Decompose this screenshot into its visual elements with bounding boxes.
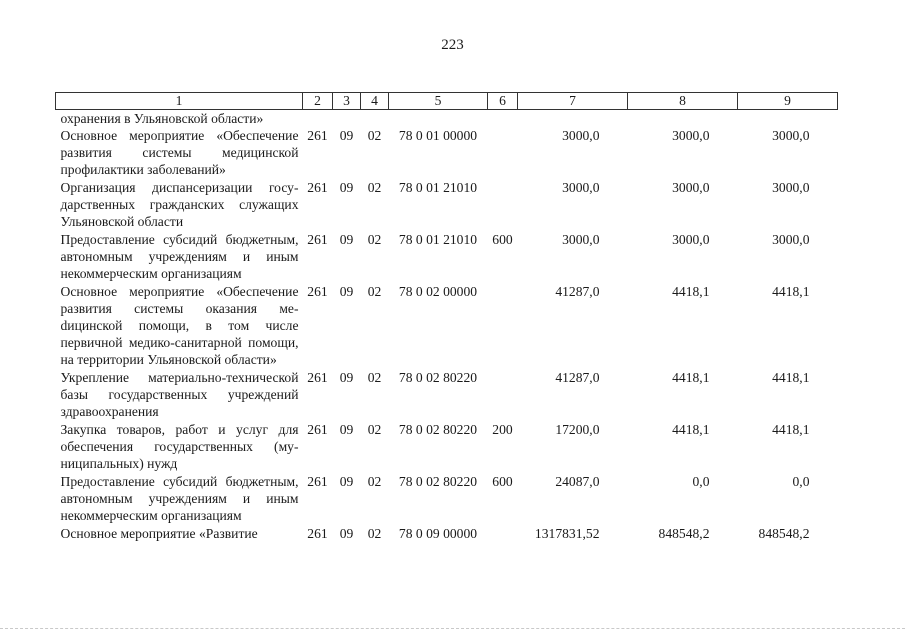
row-description: Закупка товаров, работ и услуг для обеспечения государственных (муниципальных) нужд: [60, 422, 299, 471]
header-row: [56, 93, 838, 110]
row-cell-c5: 78 0 02 80220: [398, 474, 478, 489]
header-col-1: 1: [56, 93, 303, 110]
row-cell-c5: 78 0 01 21010: [398, 232, 478, 247]
row-cell-c9: 848548,2: [758, 526, 810, 541]
row-cell-c8: 3000,0: [672, 128, 710, 143]
row-cell-c4: 02: [367, 180, 382, 195]
header-col-3: 3: [333, 93, 361, 110]
row-cell-c3: 09: [339, 284, 354, 299]
row-cell-c3: 09: [339, 128, 354, 143]
row-cell-c2: [303, 110, 333, 128]
row-cell-c3: 09: [339, 370, 354, 385]
row-cell-c7: 17200,0: [555, 422, 600, 437]
row-cell-c7: 3000,0: [562, 180, 600, 195]
row-description: Укрепление материально-технической базы государственных учреждений здравоохранения: [60, 370, 299, 419]
row-cell-c4: 02: [367, 474, 382, 489]
row-cell-c5: 78 0 02 80220: [398, 422, 478, 437]
row-cell-c6: [488, 525, 518, 543]
row-cell-c6: 600: [492, 232, 513, 247]
row-cell-c8: 3000,0: [672, 180, 710, 195]
row-cell-c6: [488, 110, 518, 128]
header-col-9: 9: [738, 93, 838, 110]
row-cell-c8: 3000,0: [672, 232, 710, 247]
row-cell-c4: 02: [367, 526, 382, 541]
row-cell-c2: 261: [307, 370, 328, 385]
row-cell-c2: 261: [307, 232, 328, 247]
row-cell-c8: 4418,1: [672, 284, 710, 299]
row-cell-c5: 78 0 02 00000: [398, 284, 478, 299]
row-cell-c7: 41287,0: [555, 284, 600, 299]
row-cell-c7: [518, 110, 628, 128]
table-row: [56, 127, 838, 179]
table-row: [56, 283, 838, 369]
row-cell-c5: 78 0 02 80220: [398, 370, 478, 385]
row-cell-c2: 261: [307, 284, 328, 299]
row-cell-c7: 3000,0: [562, 128, 600, 143]
row-description: Организация диспансеризации государственных гражданских служащих Ульяновской области: [60, 180, 299, 229]
row-cell-c5: [389, 110, 488, 128]
header-col-4: 4: [361, 93, 389, 110]
row-cell-c6: [488, 283, 518, 369]
row-description: Основное мероприятие «Обеспечение развития системы оказания меdицинской помощи, в том числе первичной медико-санитарной помощи, на территории Ульяновской области»: [60, 284, 299, 367]
row-cell-c9: [738, 110, 838, 128]
row-cell-c9: 4418,1: [772, 370, 810, 385]
row-cell-c2: 261: [307, 422, 328, 437]
row-cell-c8: [628, 110, 738, 128]
row-cell-c8: 848548,2: [658, 526, 710, 541]
table-row: [56, 110, 838, 128]
row-cell-c6: 200: [492, 422, 513, 437]
row-cell-c4: [361, 110, 389, 128]
row-cell-c7: 24087,0: [555, 474, 600, 489]
row-description: Предоставление субсидий бюджетным, автономным учреждениям и иным некоммерческим организациям: [60, 474, 299, 523]
table-row: [56, 421, 838, 473]
table-row: [56, 525, 838, 543]
row-cell-c4: 02: [367, 232, 382, 247]
row-cell-c9: 4418,1: [772, 422, 810, 437]
row-cell-c8: 4418,1: [672, 370, 710, 385]
row-cell-c5: 78 0 01 21010: [398, 180, 478, 195]
table-row: [56, 231, 838, 283]
header-col-6: 6: [488, 93, 518, 110]
row-cell-c6: [488, 127, 518, 179]
row-description: Предоставление субсидий бюджетным, автономным учреждениям и иным некоммерческим организациям: [60, 232, 299, 281]
row-cell-c4: 02: [367, 284, 382, 299]
header-col-8: 8: [628, 93, 738, 110]
row-cell-c9: 0,0: [792, 474, 810, 489]
row-cell-c3: 09: [339, 422, 354, 437]
row-cell-c4: 02: [367, 422, 382, 437]
row-description: Основное мероприятие «Развитие: [60, 526, 258, 541]
row-cell-c5: 78 0 01 00000: [398, 128, 478, 143]
row-cell-c3: [333, 110, 361, 128]
row-cell-c7: 1317831,52: [534, 526, 600, 541]
header-col-5: 5: [389, 93, 488, 110]
row-cell-c2: 261: [307, 526, 328, 541]
row-cell-c8: 0,0: [692, 474, 710, 489]
row-cell-c3: 09: [339, 474, 354, 489]
table-row: [56, 369, 838, 421]
row-cell-c4: 02: [367, 128, 382, 143]
budget-table: [55, 92, 838, 543]
row-cell-c5: 78 0 09 00000: [398, 526, 478, 541]
row-cell-c4: 02: [367, 370, 382, 385]
table-row: [56, 473, 838, 525]
row-cell-c6: [488, 369, 518, 421]
table-body: [56, 110, 838, 544]
row-cell-c3: 09: [339, 526, 354, 541]
row-cell-c7: 41287,0: [555, 370, 600, 385]
row-cell-c3: 09: [339, 180, 354, 195]
row-cell-c2: 261: [307, 474, 328, 489]
row-cell-c9: 3000,0: [772, 180, 810, 195]
row-cell-c7: 3000,0: [562, 232, 600, 247]
table-row: [56, 179, 838, 231]
row-cell-c9: 4418,1: [772, 284, 810, 299]
header-col-2: 2: [303, 93, 333, 110]
row-cell-c6: 600: [492, 474, 513, 489]
row-description: Основное мероприятие «Обеспечение развития системы медицинской профилактики заболеваний»: [60, 128, 299, 177]
row-cell-c6: [488, 179, 518, 231]
row-cell-c9: 3000,0: [772, 128, 810, 143]
row-cell-c3: 09: [339, 232, 354, 247]
row-cell-c8: 4418,1: [672, 422, 710, 437]
row-description: охранения в Ульяновской области»: [60, 111, 264, 126]
row-cell-c2: 261: [307, 180, 328, 195]
page-bottom-rule: [0, 628, 905, 630]
row-cell-c9: 3000,0: [772, 232, 810, 247]
row-cell-c2: 261: [307, 128, 328, 143]
table-header: [56, 93, 838, 110]
page-number: 223: [441, 37, 464, 53]
header-col-7: 7: [518, 93, 628, 110]
